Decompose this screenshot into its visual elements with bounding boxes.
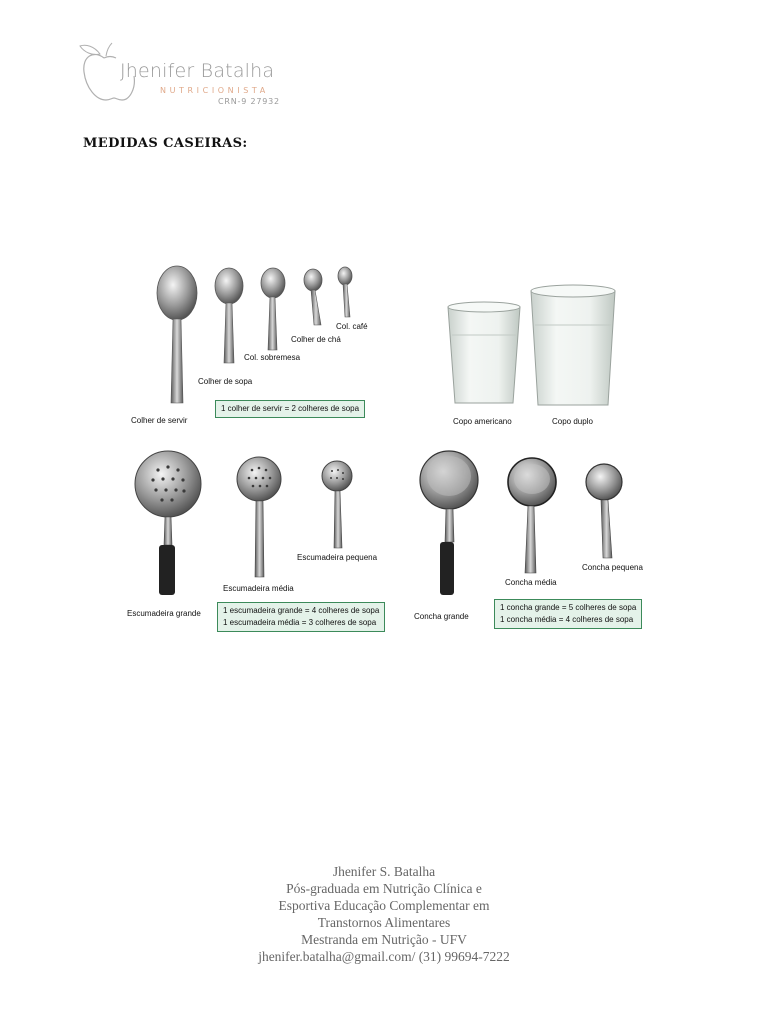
footer-line: Mestranda em Nutrição - UFV <box>301 932 467 947</box>
footer-name: Jhenifer S. Batalha <box>332 864 436 879</box>
label-escumadeira-media: Escumadeira média <box>223 584 294 593</box>
logo <box>76 38 296 112</box>
label-col-cafe: Col. café <box>336 322 368 331</box>
label-col-sobremesa: Col. sobremesa <box>244 353 301 362</box>
skimmers-equivalence-line: 1 escumadeira grande = 4 colheres de sopa <box>223 606 380 615</box>
label-colher-cha: Colher de chá <box>291 335 341 344</box>
ladles-equivalence-line: 1 concha média = 4 colheres de sopa <box>500 615 634 624</box>
label-copo-americano: Copo americano <box>453 417 512 426</box>
skimmers-equivalence-line: 1 escumadeira média = 3 colheres de sopa <box>223 618 377 627</box>
ladles-equivalence-line: 1 concha grande = 5 colheres de sopa <box>500 603 637 612</box>
ladles-equivalence <box>494 599 642 629</box>
logo-subtitle: NUTRICIONISTA <box>160 86 269 95</box>
footer-line: Esportiva Educação Complementar em <box>278 898 490 913</box>
footer <box>0 863 768 965</box>
label-concha-grande: Concha grande <box>414 612 469 621</box>
logo-name: Jhenifer Batalha <box>120 60 275 82</box>
footer-line: Transtornos Alimentares <box>317 915 451 930</box>
spoons-equivalence: 1 colher de servir = 2 colheres de sopa <box>215 400 365 418</box>
skimmers-group <box>135 451 352 595</box>
label-concha-media: Concha média <box>505 578 557 587</box>
label-escumadeira-grande: Escumadeira grande <box>127 609 201 618</box>
ladles-group <box>420 451 622 595</box>
label-colher-servir: Colher de servir <box>131 416 188 425</box>
skimmers-equivalence <box>217 602 385 632</box>
logo-crn: CRN-9 27932 <box>218 97 280 106</box>
footer-contact: jhenifer.batalha@gmail.com/ (31) 99694-7222 <box>258 949 510 964</box>
label-copo-duplo: Copo duplo <box>552 417 593 426</box>
label-escumadeira-pequena: Escumadeira pequena <box>297 553 378 562</box>
cups-group <box>448 285 615 405</box>
utensils-illustration <box>118 255 658 633</box>
footer-line: Pós-graduada em Nutrição Clínica e <box>286 881 482 896</box>
page-title: MEDIDAS CASEIRAS: <box>83 136 248 151</box>
label-concha-pequena: Concha pequena <box>582 563 643 572</box>
label-colher-sopa: Colher de sopa <box>198 377 253 386</box>
measures-figure <box>118 255 658 633</box>
